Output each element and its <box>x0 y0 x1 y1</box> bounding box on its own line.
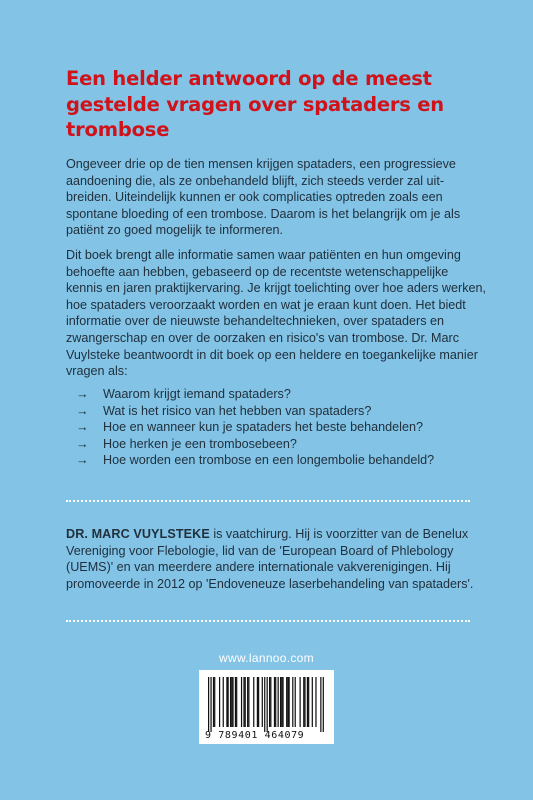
question-list <box>76 386 496 469</box>
barcode-bar <box>208 677 209 732</box>
barcode-bar <box>241 677 242 727</box>
barcode-bar <box>253 677 254 727</box>
barcode-bar <box>269 677 270 727</box>
arrow-right-icon: → <box>76 403 89 418</box>
barcode-bar <box>226 677 227 727</box>
barcode-bar <box>243 677 244 727</box>
barcode-bar <box>308 677 309 727</box>
arrow-right-icon: → <box>76 387 89 401</box>
list-item <box>76 436 496 453</box>
barcode-bar <box>278 677 279 727</box>
barcode-bar <box>247 677 248 727</box>
barcode-bar <box>287 677 288 727</box>
barcode-bar <box>282 677 283 727</box>
barcode-bar <box>315 677 316 727</box>
divider-top <box>66 500 470 502</box>
barcode-bar <box>257 677 258 727</box>
list-item <box>76 419 496 436</box>
barcode-bar <box>274 677 275 727</box>
barcode-bar <box>289 677 290 727</box>
barcode-bar <box>270 677 271 727</box>
barcode-bar <box>245 677 246 727</box>
barcode-bar <box>275 677 276 727</box>
author-name: DR. MARC VUYLSTEKE <box>66 527 210 541</box>
arrow-right-icon: → <box>76 453 89 468</box>
barcode-bar <box>214 677 215 727</box>
barcode-bar <box>320 677 321 732</box>
barcode-bar <box>258 677 259 727</box>
question-text: Wat is het risico van het hebben van spataders? <box>103 403 372 418</box>
barcode-bar <box>303 677 304 727</box>
barcode-bar <box>213 677 214 727</box>
barcode-bar <box>231 677 232 727</box>
barcode-bar <box>210 677 211 732</box>
author-bio-text: is vaatchirurg. Hij is voorzitter van de Benelux Vereniging voor Flebologie, lid van de 'European Board of Phlebology (UEMS)' en van meerdere andere internationale vakverenigingen. Hij promoveerde in 2012 op 'Endoveneuze laserbehandeling van spataders'. <box>66 527 474 591</box>
barcode-bar <box>286 677 287 727</box>
barcode-bar <box>280 677 281 727</box>
publisher-website[interactable]: www.lannoo.com <box>219 651 314 665</box>
barcode-bar <box>228 677 229 727</box>
barcode-bar <box>267 677 268 732</box>
barcode-bar <box>236 677 237 727</box>
list-item <box>76 386 496 403</box>
list-item <box>76 403 496 420</box>
barcode-bar <box>323 677 324 732</box>
barcode-bar <box>295 677 296 727</box>
isbn-barcode <box>199 670 334 744</box>
barcode-bar <box>292 677 293 727</box>
headline: Een helder antwoord op de meest gestelde vragen over spataders en trombose <box>66 67 444 141</box>
question-text: Waarom krijgt iemand spataders? <box>103 387 291 401</box>
barcode-bar <box>300 677 301 727</box>
barcode-bar <box>312 677 313 727</box>
barcode-bar <box>235 677 236 727</box>
question-text: Hoe herken je een trombosebeen? <box>103 436 297 451</box>
barcode-bar <box>262 677 263 727</box>
description-paragraph: Dit boek brengt alle informatie samen waar patiënten en hun omgeving behoefte aan hebben, gebaseerd op de recentste wetenschappelijke kennis en jaren praktijkervaring. Je krijgt toelichting over hoe aders werken, hoe spataders veroorzaakt worden en wat je eraan kunt doen. Het biedt informatie over de nieuwste behandeltechnieken, over spataders en zwangerschap en over de oorzaken en risico's van trombose. Dr. Marc Vuylsteke beantwoordt in dit boek op een heldere en toegankelijke manier vragen als: <box>66 248 487 379</box>
barcode-bar <box>232 677 233 727</box>
question-text: Hoe en wanneer kun je spataders het beste behandelen? <box>103 420 423 435</box>
barcode-bar <box>264 677 265 732</box>
arrow-right-icon: → <box>76 436 89 451</box>
isbn-number: 9 789401 464079 <box>205 730 305 741</box>
divider-bottom <box>66 620 470 622</box>
list-item <box>76 452 496 469</box>
barcode-bar <box>230 677 231 727</box>
author-bio <box>66 526 486 592</box>
arrow-right-icon: → <box>76 420 89 435</box>
barcode-bar <box>219 677 220 727</box>
barcode-bar <box>307 677 308 727</box>
question-text: Hoe worden een trombose en een longembolie behandeld? <box>103 453 435 468</box>
barcode-bar <box>248 677 249 727</box>
barcode-bar <box>304 677 305 727</box>
barcode-bar <box>223 677 224 727</box>
barcode-bar <box>281 677 282 727</box>
intro-paragraph: Ongeveer drie op de tien mensen krijgen spataders, een progressieve aandoening die, als ze onbehandeld blijft, zich steeds verder zal uit-breiden. Uiteindelijk kunnen er ook complicaties optreden zoals een spontane bloeding of een trombose. Daarom is het belangrijk om je als patiënt zo goed mogelijk te informeren. <box>66 157 461 238</box>
